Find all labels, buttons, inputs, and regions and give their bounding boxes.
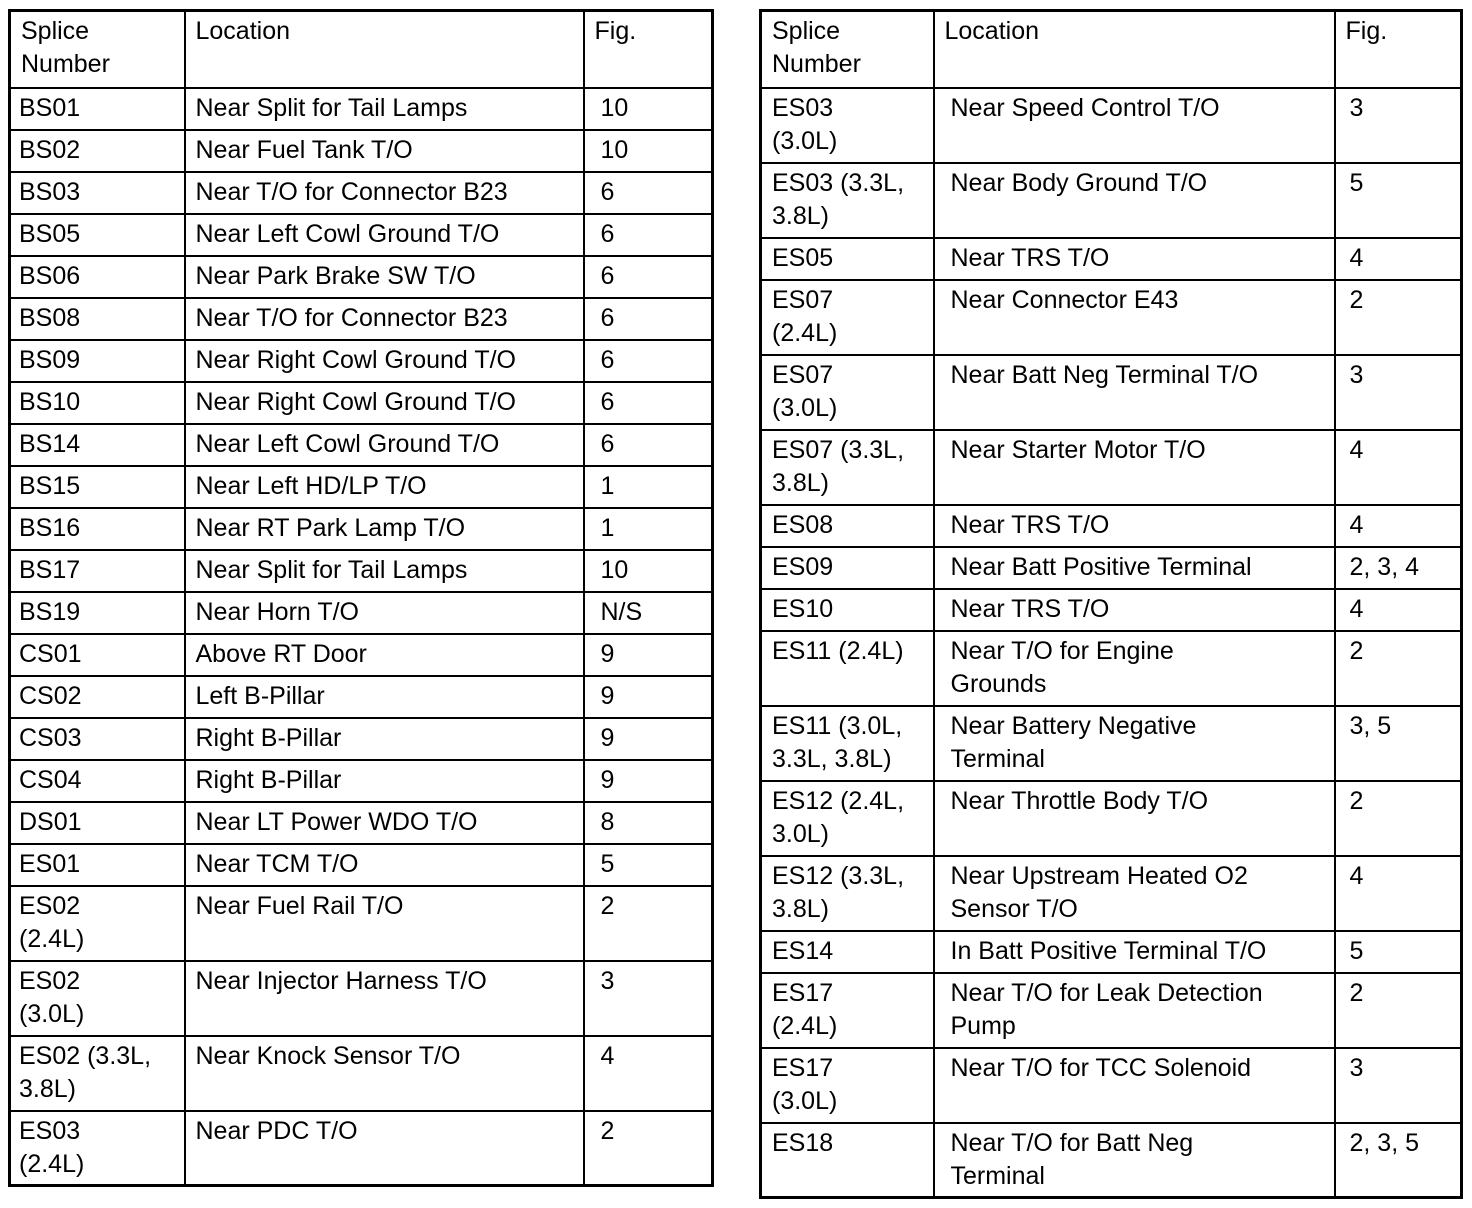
- location-cell: Left B-Pillar: [185, 676, 584, 718]
- table-row: [10, 382, 713, 424]
- fig-cell: 9: [584, 760, 713, 802]
- location-cell: Near Speed Control T/O: [934, 88, 1335, 163]
- location-cell: Near TRS T/O: [934, 238, 1335, 280]
- location-cell: Near Batt Positive Terminal: [934, 547, 1335, 589]
- table-row: [761, 88, 1462, 163]
- table-row: [10, 340, 713, 382]
- location-cell: In Batt Positive Terminal T/O: [934, 931, 1335, 973]
- fig-cell: 3: [1335, 88, 1462, 163]
- splice-number-cell: ES12 (2.4L, 3.0L): [761, 781, 934, 856]
- fig-cell: 3: [1335, 355, 1462, 430]
- location-cell: Near PDC T/O: [185, 1111, 584, 1186]
- location-cell: Near Fuel Tank T/O: [185, 130, 584, 172]
- table-row: [761, 547, 1462, 589]
- location-cell: Near T/O for Engine Grounds: [934, 631, 1335, 706]
- table-row: [10, 961, 713, 1036]
- location-cell: Near Throttle Body T/O: [934, 781, 1335, 856]
- splice-number-cell: BS03: [10, 172, 185, 214]
- splice-number-cell: ES08: [761, 505, 934, 547]
- table-row: [10, 172, 713, 214]
- fig-cell: 3: [1335, 1048, 1462, 1123]
- location-cell: Near Left HD/LP T/O: [185, 466, 584, 508]
- table-row: [761, 706, 1462, 781]
- fig-cell: 8: [584, 802, 713, 844]
- table-row: [761, 589, 1462, 631]
- fig-cell: 4: [1335, 238, 1462, 280]
- table-row: [10, 466, 713, 508]
- fig-cell: 6: [584, 256, 713, 298]
- location-cell: Near Body Ground T/O: [934, 163, 1335, 238]
- splice-number-cell: CS02: [10, 676, 185, 718]
- table-row: [10, 88, 713, 130]
- fig-cell: 2: [1335, 973, 1462, 1048]
- splice-number-cell: BS01: [10, 88, 185, 130]
- table-row: [761, 505, 1462, 547]
- location-cell: Near T/O for TCC Solenoid: [934, 1048, 1335, 1123]
- fig-cell: 2, 3, 4: [1335, 547, 1462, 589]
- location-cell: Near Split for Tail Lamps: [185, 550, 584, 592]
- splice-number-cell: ES07 (3.0L): [761, 355, 934, 430]
- fig-cell: 6: [584, 298, 713, 340]
- splice-number-cell: ES02 (3.3L, 3.8L): [10, 1036, 185, 1111]
- fig-cell: 6: [584, 382, 713, 424]
- location-cell: Right B-Pillar: [185, 760, 584, 802]
- location-cell: Near Starter Motor T/O: [934, 430, 1335, 505]
- table-row: [761, 931, 1462, 973]
- fig-cell: 4: [1335, 430, 1462, 505]
- location-cell: Near Left Cowl Ground T/O: [185, 214, 584, 256]
- fig-cell: 3, 5: [1335, 706, 1462, 781]
- location-cell: Near Connector E43: [934, 280, 1335, 355]
- location-cell: Near Batt Neg Terminal T/O: [934, 355, 1335, 430]
- fig-cell: 2: [1335, 631, 1462, 706]
- location-cell: Near TRS T/O: [934, 505, 1335, 547]
- splice-number-cell: BS17: [10, 550, 185, 592]
- fig-cell: 2: [584, 886, 713, 961]
- table-row: [10, 214, 713, 256]
- location-cell: Near TRS T/O: [934, 589, 1335, 631]
- table-row: [10, 760, 713, 802]
- splice-number-cell: ES14: [761, 931, 934, 973]
- fig-cell: 4: [584, 1036, 713, 1111]
- splice-number-cell: BS08: [10, 298, 185, 340]
- fig-cell: 9: [584, 676, 713, 718]
- location-cell: Near T/O for Batt Neg Terminal: [934, 1123, 1335, 1198]
- fig-cell: 1: [584, 466, 713, 508]
- splice-number-cell: ES12 (3.3L, 3.8L): [761, 856, 934, 931]
- location-cell: Near T/O for Leak Detection Pump: [934, 973, 1335, 1048]
- splice-table-left: [8, 9, 714, 1187]
- table-row: [761, 355, 1462, 430]
- table-row: [761, 631, 1462, 706]
- fig-cell: 5: [584, 844, 713, 886]
- header-splice-number: Splice Number: [10, 11, 185, 88]
- location-cell: Near Upstream Heated O2 Sensor T/O: [934, 856, 1335, 931]
- table-row: [10, 1111, 713, 1186]
- fig-cell: 5: [1335, 163, 1462, 238]
- table-row: [761, 280, 1462, 355]
- splice-number-cell: ES07 (2.4L): [761, 280, 934, 355]
- fig-cell: 9: [584, 634, 713, 676]
- splice-number-cell: ES11 (3.0L, 3.3L, 3.8L): [761, 706, 934, 781]
- location-cell: Above RT Door: [185, 634, 584, 676]
- table-row: [10, 508, 713, 550]
- splice-number-cell: ES01: [10, 844, 185, 886]
- table-row: [761, 1123, 1462, 1198]
- table-row: [10, 130, 713, 172]
- location-cell: Near Left Cowl Ground T/O: [185, 424, 584, 466]
- fig-cell: N/S: [584, 592, 713, 634]
- splice-table-right: [759, 9, 1463, 1199]
- fig-cell: 9: [584, 718, 713, 760]
- fig-cell: 1: [584, 508, 713, 550]
- header-fig: Fig.: [584, 11, 713, 88]
- table-row: [761, 781, 1462, 856]
- fig-cell: 4: [1335, 589, 1462, 631]
- fig-cell: 6: [584, 172, 713, 214]
- header-row: [10, 11, 713, 88]
- fig-cell: 5: [1335, 931, 1462, 973]
- location-cell: Near Fuel Rail T/O: [185, 886, 584, 961]
- table-row: [10, 886, 713, 961]
- table-body: [761, 88, 1462, 1198]
- fig-cell: 4: [1335, 505, 1462, 547]
- location-cell: Near Split for Tail Lamps: [185, 88, 584, 130]
- table-row: [10, 718, 713, 760]
- splice-number-cell: BS05: [10, 214, 185, 256]
- splice-number-cell: BS16: [10, 508, 185, 550]
- table-row: [761, 163, 1462, 238]
- fig-cell: 2: [1335, 280, 1462, 355]
- splice-number-cell: ES17 (2.4L): [761, 973, 934, 1048]
- splice-number-cell: DS01: [10, 802, 185, 844]
- splice-number-cell: ES09: [761, 547, 934, 589]
- splice-number-cell: ES18: [761, 1123, 934, 1198]
- splice-number-cell: ES02 (3.0L): [10, 961, 185, 1036]
- splice-number-cell: CS01: [10, 634, 185, 676]
- table-row: [10, 550, 713, 592]
- fig-cell: 6: [584, 340, 713, 382]
- table-row: [761, 1048, 1462, 1123]
- location-cell: Near Right Cowl Ground T/O: [185, 382, 584, 424]
- location-cell: Near LT Power WDO T/O: [185, 802, 584, 844]
- fig-cell: 2: [1335, 781, 1462, 856]
- splice-number-cell: ES11 (2.4L): [761, 631, 934, 706]
- splice-number-cell: ES10: [761, 589, 934, 631]
- table-row: [10, 676, 713, 718]
- fig-cell: 2: [584, 1111, 713, 1186]
- splice-number-cell: BS15: [10, 466, 185, 508]
- location-cell: Near Horn T/O: [185, 592, 584, 634]
- table-row: [10, 592, 713, 634]
- table-row: [10, 298, 713, 340]
- splice-number-cell: ES05: [761, 238, 934, 280]
- fig-cell: 4: [1335, 856, 1462, 931]
- table-row: [761, 856, 1462, 931]
- header-row: [761, 11, 1462, 88]
- splice-number-cell: BS09: [10, 340, 185, 382]
- splice-number-cell: ES03 (2.4L): [10, 1111, 185, 1186]
- fig-cell: 10: [584, 130, 713, 172]
- location-cell: Near Battery Negative Terminal: [934, 706, 1335, 781]
- table-body: [10, 88, 713, 1186]
- location-cell: Near TCM T/O: [185, 844, 584, 886]
- splice-number-cell: BS10: [10, 382, 185, 424]
- table-row: [761, 973, 1462, 1048]
- splice-number-cell: ES03 (3.3L, 3.8L): [761, 163, 934, 238]
- splice-number-cell: BS06: [10, 256, 185, 298]
- splice-number-cell: CS03: [10, 718, 185, 760]
- splice-number-cell: ES07 (3.3L, 3.8L): [761, 430, 934, 505]
- table-row: [10, 424, 713, 466]
- splice-number-cell: BS19: [10, 592, 185, 634]
- header-fig: Fig.: [1335, 11, 1462, 88]
- location-cell: Near Right Cowl Ground T/O: [185, 340, 584, 382]
- fig-cell: 6: [584, 424, 713, 466]
- fig-cell: 6: [584, 214, 713, 256]
- location-cell: Near Injector Harness T/O: [185, 961, 584, 1036]
- location-cell: Right B-Pillar: [185, 718, 584, 760]
- fig-cell: 2, 3, 5: [1335, 1123, 1462, 1198]
- header-location: Location: [934, 11, 1335, 88]
- table-row: [10, 256, 713, 298]
- splice-number-cell: ES17 (3.0L): [761, 1048, 934, 1123]
- splice-number-cell: ES02 (2.4L): [10, 886, 185, 961]
- splice-number-cell: BS02: [10, 130, 185, 172]
- location-cell: Near Knock Sensor T/O: [185, 1036, 584, 1111]
- table-row: [761, 238, 1462, 280]
- table-row: [10, 844, 713, 886]
- splice-number-cell: ES03 (3.0L): [761, 88, 934, 163]
- fig-cell: 10: [584, 88, 713, 130]
- splice-number-cell: CS04: [10, 760, 185, 802]
- fig-cell: 10: [584, 550, 713, 592]
- header-splice-number: Splice Number: [761, 11, 934, 88]
- fig-cell: 3: [584, 961, 713, 1036]
- header-location: Location: [185, 11, 584, 88]
- location-cell: Near T/O for Connector B23: [185, 298, 584, 340]
- location-cell: Near T/O for Connector B23: [185, 172, 584, 214]
- splice-number-cell: BS14: [10, 424, 185, 466]
- location-cell: Near RT Park Lamp T/O: [185, 508, 584, 550]
- table-row: [10, 1036, 713, 1111]
- table-row: [10, 634, 713, 676]
- table-row: [761, 430, 1462, 505]
- table-row: [10, 802, 713, 844]
- location-cell: Near Park Brake SW T/O: [185, 256, 584, 298]
